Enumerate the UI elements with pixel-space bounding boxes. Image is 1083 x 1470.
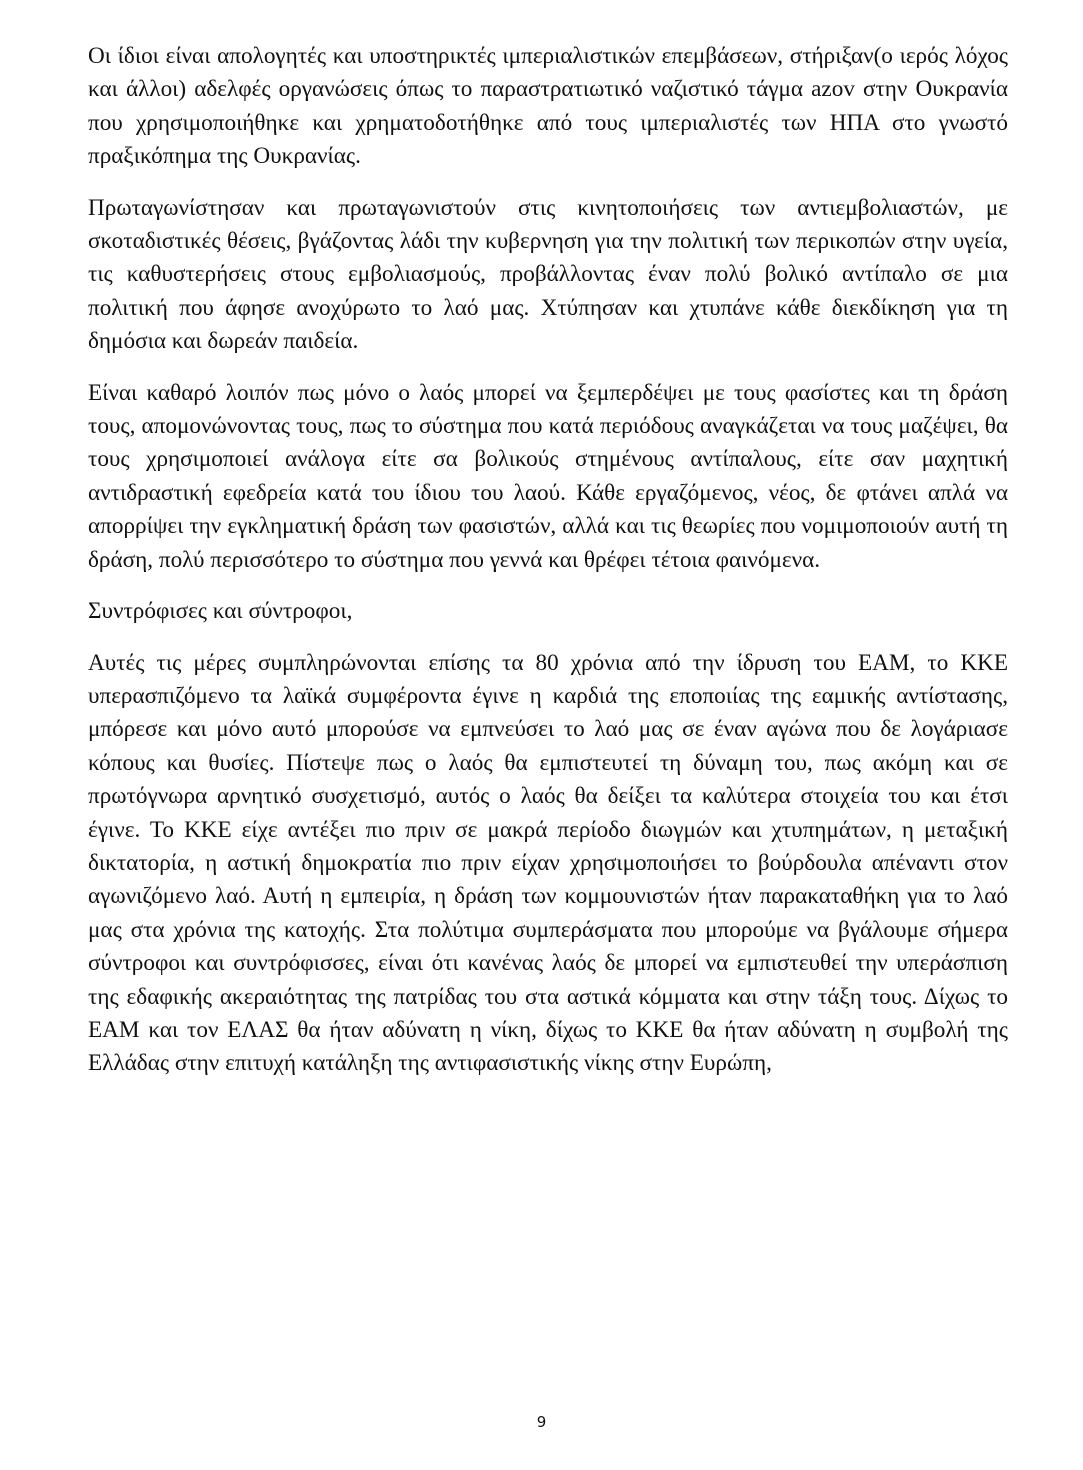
- paragraph-salutation: Συντρόφισες και σύντροφοι,: [88, 598, 353, 625]
- paragraph-eam-anniversary: Αυτές τις μέρες συμπληρώνονται επίσης τα 80 χρόνια από την ίδρυση του ΕΑΜ, το ΚΚΕ υπερασπιζόμενο τα λαϊκά συμφέροντα έγινε η καρδιά της εποποιίας της εαμικής αντίστασης, μπόρεσε και μόνο αυτό μπορούσε να εμπνεύσει το λαό μας σε έναν αγώνα που δε λογάριασε κόπους και θυσίες. Πίστεψε πως ο λαός θα εμπιστευτεί τη δύναμη του, πως ακόμη και σε πρωτόγνωρα αρνητικό συσχετισμό, αυτός ο λαός θα δείξει τα καλύτερα στοιχεία του και έτσι έγινε. Το ΚΚΕ είχε αντέξει πιο πριν σε μακρά περίοδο διωγμών και χτυπημάτων, η μεταξική δικτατορία, η αστική δημοκρατία πιο πριν είχαν χρησιμοποιήσει το βούρδουλα απέναντι στον αγωνιζόμενο λαό. Αυτή η εμπειρία, η δράση των κομμουνιστών ήταν παρακαταθήκη για το λαό μας στα χρόνια της κατοχής. Στα πολύτιμα συμπεράσματα που μπορούμε να βγάλουμε σήμερα σύντροφοι και συντρόφισσες, είναι ότι κανένας λαός δε μπορεί να εμπιστευθεί την υπεράσπιση της εδαφικής ακεραιότητας της πατρίδας του στα αστικά κόμματα και στην τάξη τους. Δίχως το ΕΑΜ και τον ΕΛΑΣ θα ήταν αδύνατη η νίκη, δίχως το ΚΚΕ θα ήταν αδύνατη η συμβολή της Ελλάδας στην επιτυχή κατάληξη της αντιφασιστικής νίκης στην Ευρώπη,: [88, 649, 1008, 1077]
- paragraph-imperialist-support: Οι ίδιοι είναι απολογητές και υποστηρικτές ιμπεριαλιστικών επεμβάσεων, στήριξαν(ο ιερός λόχος και άλλοι) αδελφές οργανώσεις όπως το παραστρατιωτικό ναζιστικό τάγμα azov στην Ουκρανία που χρησιμοποιήθηκε και χρηματοδοτήθηκε από τους ιμπεριαλιστές των ΗΠΑ στο γνωστό πραξικόπημα της Ουκρανίας.: [88, 43, 1008, 170]
- page-number: 9: [536, 1413, 547, 1431]
- paragraph-people-against-fascists: Είναι καθαρό λοιπόν πως μόνο ο λαός μπορεί να ξεμπερδέψει με τους φασίστες και τη δράση τους, απομονώνοντας τους, πως το σύστημα που κατά περιόδους αναγκάζεται να τους μαζέψει, θα τους χρησιμοποιεί ανάλογα είτε σα βολικούς στημένους αντίπαλους, είτε σαν μαχητική αντιδραστική εφεδρεία κατά του ίδιου του λαού. Κάθε εργαζόμενος, νέος, δε φτάνει απλά να απορρίψει την εγκληματική δράση των φασιστών, αλλά και τις θεωρίες που νομιμοποιούν αυτή τη δράση, πολύ περισσότερο το σύστημα που γεννά και θρέφει τέτοια φαινόμενα.: [88, 379, 1008, 573]
- paragraph-anti-vaccine: Πρωταγωνίστησαν και πρωταγωνιστούν στις κινητοποιήσεις των αντιεμβολιαστών, με σκοταδιστικές θέσεις, βγάζοντας λάδι την κυβερνηση για την πολιτική των περικοπών στην υγεία, τις καθυστερήσεις στους εμβολιασμούς, προβάλλοντας έναν πολύ βολικό αντίπαλο σε μια πολιτική που άφησε ανοχύρωτο το λαό μας. Χτύπησαν και χτυπάνε κάθε διεκδίκηση για τη δημόσια και δωρεάν παιδεία.: [88, 194, 1008, 355]
- document-page: [88, 40, 1008, 1099]
